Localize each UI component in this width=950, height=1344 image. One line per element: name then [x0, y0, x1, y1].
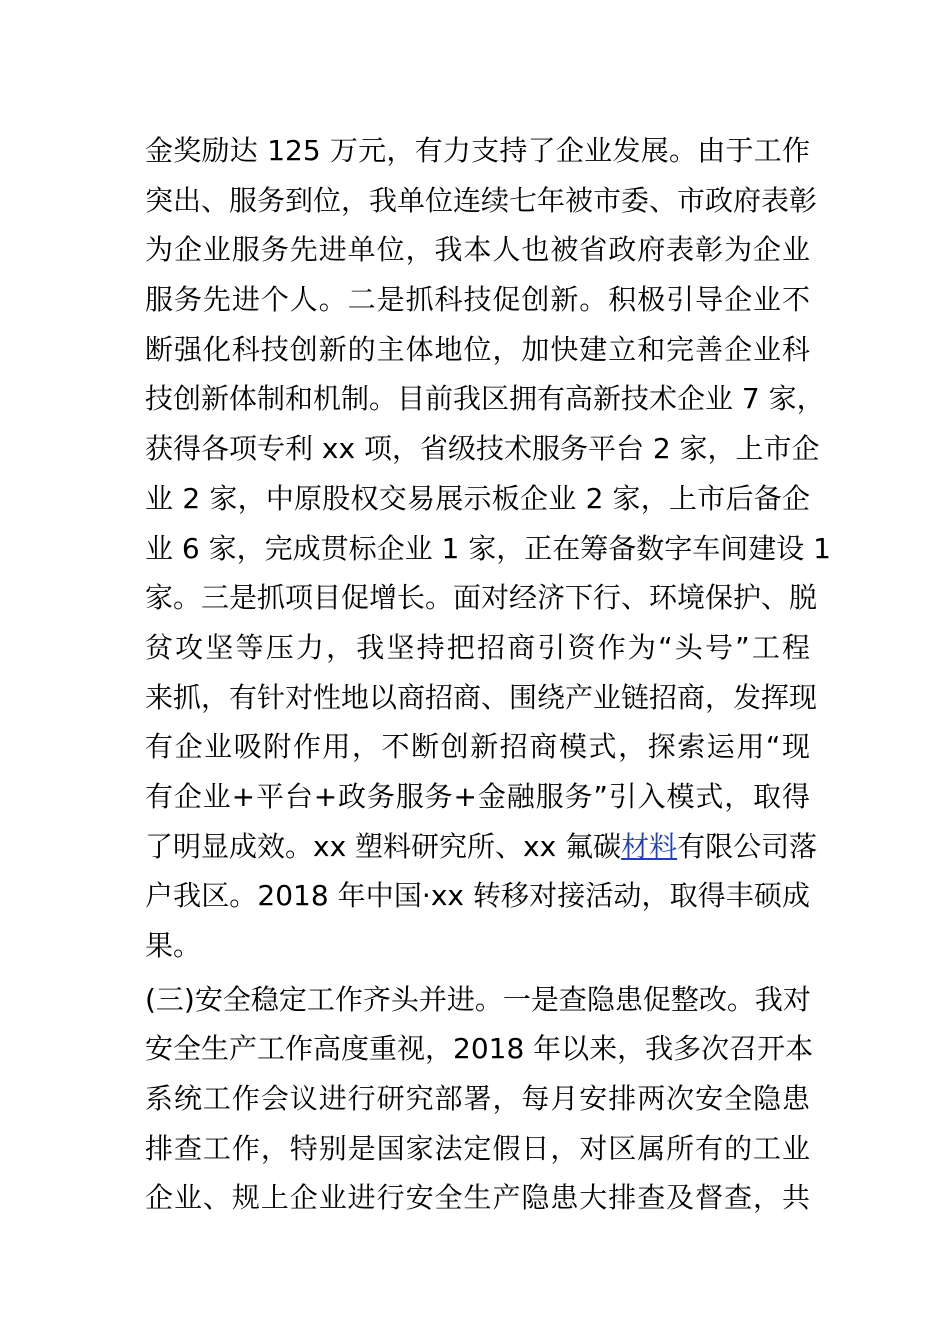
- text-line: 业 2 家，中原股权交易展示板企业 2 家，上市后备企: [145, 481, 810, 515]
- text-line: 突出、服务到位，我单位连续七年被市委、市政府表彰: [145, 183, 818, 217]
- text-line: 服务先进个人。二是抓科技促创新。积极引导企业不: [145, 283, 810, 317]
- body-text: [145, 126, 831, 1223]
- paragraph-1: [145, 126, 831, 971]
- text-line: 来抓，有针对性地以商招商、围绕产业链招商，发挥现: [145, 680, 818, 714]
- text-line: 系统工作会议进行研究部署，每月安排两次安全隐患: [145, 1082, 810, 1116]
- text-line: 金奖励达 125 万元，有力支持了企业发展。由于工作: [145, 134, 810, 167]
- text-line: 排查工作，特别是国家法定假日，对区属所有的工业: [145, 1131, 810, 1165]
- text-line: 有企业+平台+政务服务+金融服务”引入模式，取得: [145, 779, 810, 813]
- text-line: 果。: [145, 929, 202, 962]
- text-line: 户我区。2018 年中国·xx 转移对接活动，取得丰硕成: [145, 879, 810, 913]
- text-line: 业 6 家，完成贯标企业 1 家，正在筹备数字车间建设 1: [145, 531, 831, 565]
- text-line: 企业、规上企业进行安全生产隐患大排查及督查，共: [145, 1181, 810, 1215]
- text-line: 贫攻坚等压力，我坚持把招商引资作为“头号”工程: [145, 630, 810, 664]
- text-line: 安全生产工作高度重视，2018 年以来，我多次召开本: [145, 1032, 814, 1066]
- text-line: 为企业服务先进单位，我本人也被省政府表彰为企业: [145, 233, 810, 267]
- text-line-with-link: [145, 822, 818, 872]
- text-segment: 了明显成效。xx 塑料研究所、xx 氟碳: [145, 829, 622, 863]
- text-line: 断强化科技创新的主体地位，加快建立和完善企业科: [145, 332, 810, 366]
- text-line: 获得各项专利 xx 项，省级技术服务平台 2 家，上市企: [145, 432, 820, 466]
- paragraph-2: [145, 975, 814, 1223]
- text-line: (三)安全稳定工作齐头并进。一是查隐患促整改。我对: [145, 982, 811, 1016]
- text-segment: 有限公司落: [677, 829, 818, 863]
- text-line: 家。三是抓项目促增长。面对经济下行、环境保护、脱: [145, 581, 818, 615]
- text-line: 有企业吸附作用，不断创新招商模式，探索运用“现: [145, 730, 810, 764]
- text-line: 技创新体制和机制。目前我区拥有高新技术企业 7 家，: [145, 382, 825, 416]
- material-link[interactable]: 材料: [621, 829, 678, 863]
